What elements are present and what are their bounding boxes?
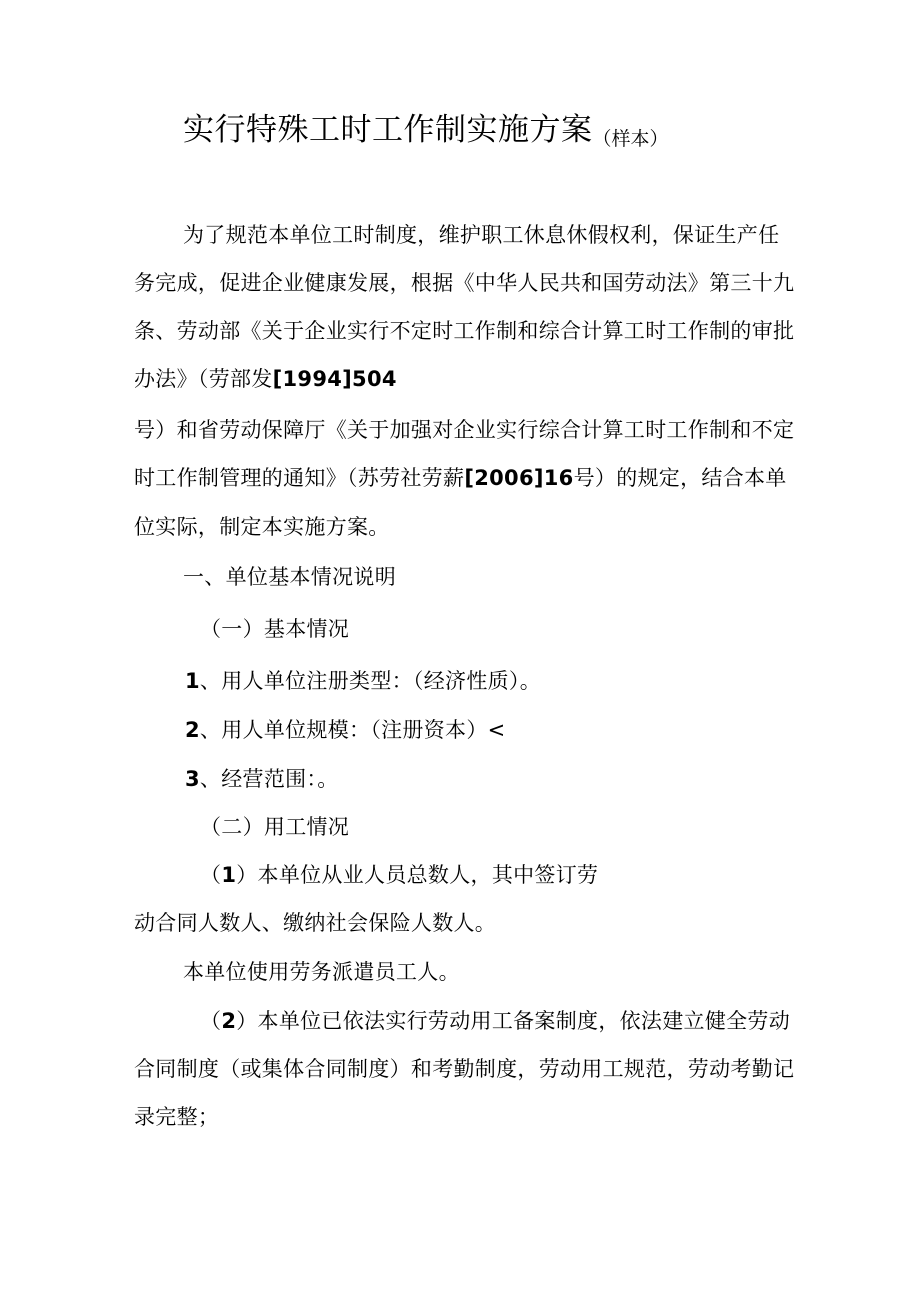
para-2-line-3: 录完整； [134,1105,220,1129]
item-3-number: 3 [185,767,200,791]
intro-line-6-text: 时工作制管理的通知》（苏劳社劳薪 [134,466,465,490]
section-1-heading: 一、单位基本情况说明 [183,565,396,589]
para-2-open: （ [200,1009,222,1033]
intro-line-4 [134,364,397,394]
item-1 [185,666,541,696]
para-1-continued: 动合同人数人、缴纳社会保险人数人。 [134,911,497,935]
para-1-number: 1 [221,863,237,887]
para-1-open: （ [200,863,222,887]
para-2-text: ）本单位已依法实行劳动用工备案制度，依法建立健全劳动 [236,1009,791,1033]
item-1-number: 1 [185,669,200,693]
item-3-text: 、经营范围：。 [199,767,339,791]
intro-line-5: 号）和省劳动保障厅《关于加强对企业实行综合计算工时工作制和不定 [134,418,795,442]
intro-line-7: 位实际，制定本实施方案。 [134,515,390,539]
para-2-number: 2 [221,1009,237,1033]
intro-line-6 [134,463,787,493]
para-dispatch: 本单位使用劳务派遣员工人。 [183,960,460,984]
item-1-text: 、用人单位注册类型：（经济性质）。 [199,669,542,693]
intro-line-2: 务完成，促进企业健康发展，根据《中华人民共和国劳动法》第三十九 [134,271,795,295]
doc-number-1994: [1994]504 [272,367,397,391]
intro-line-3: 条、劳动部《关于企业实行不定时工作制和综合计算工时工作制的审批 [134,319,795,343]
doc-number-2006: [2006]16 [464,466,574,490]
item-2 [185,715,506,745]
document-title [183,104,669,151]
item-2-number: 2 [185,718,200,742]
title-sample-note: （样本） [592,128,669,150]
title-main: 实行特殊工时工作制实施方案 [183,112,593,148]
para-1 [200,860,598,890]
subsection-basic-info: （一）基本情况 [200,617,350,641]
intro-line-4-text: 办法》（劳部发 [134,367,273,391]
para-2-line-2: 合同制度（或集体合同制度）和考勤制度，劳动用工规范，劳动考勤记 [134,1057,795,1081]
item-2-text: 、用人单位规模：（注册资本）< [199,718,506,742]
intro-line-6-tail: 号）的规定，结合本单 [573,466,787,490]
para-1-text: ）本单位从业人员总数人，其中签订劳 [236,863,599,887]
item-3 [185,764,339,794]
para-2 [200,1006,790,1036]
intro-line-1: 为了规范本单位工时制度，维护职工休息休假权利，保证生产任 [183,223,780,247]
subsection-employment: （二）用工情况 [200,815,350,839]
